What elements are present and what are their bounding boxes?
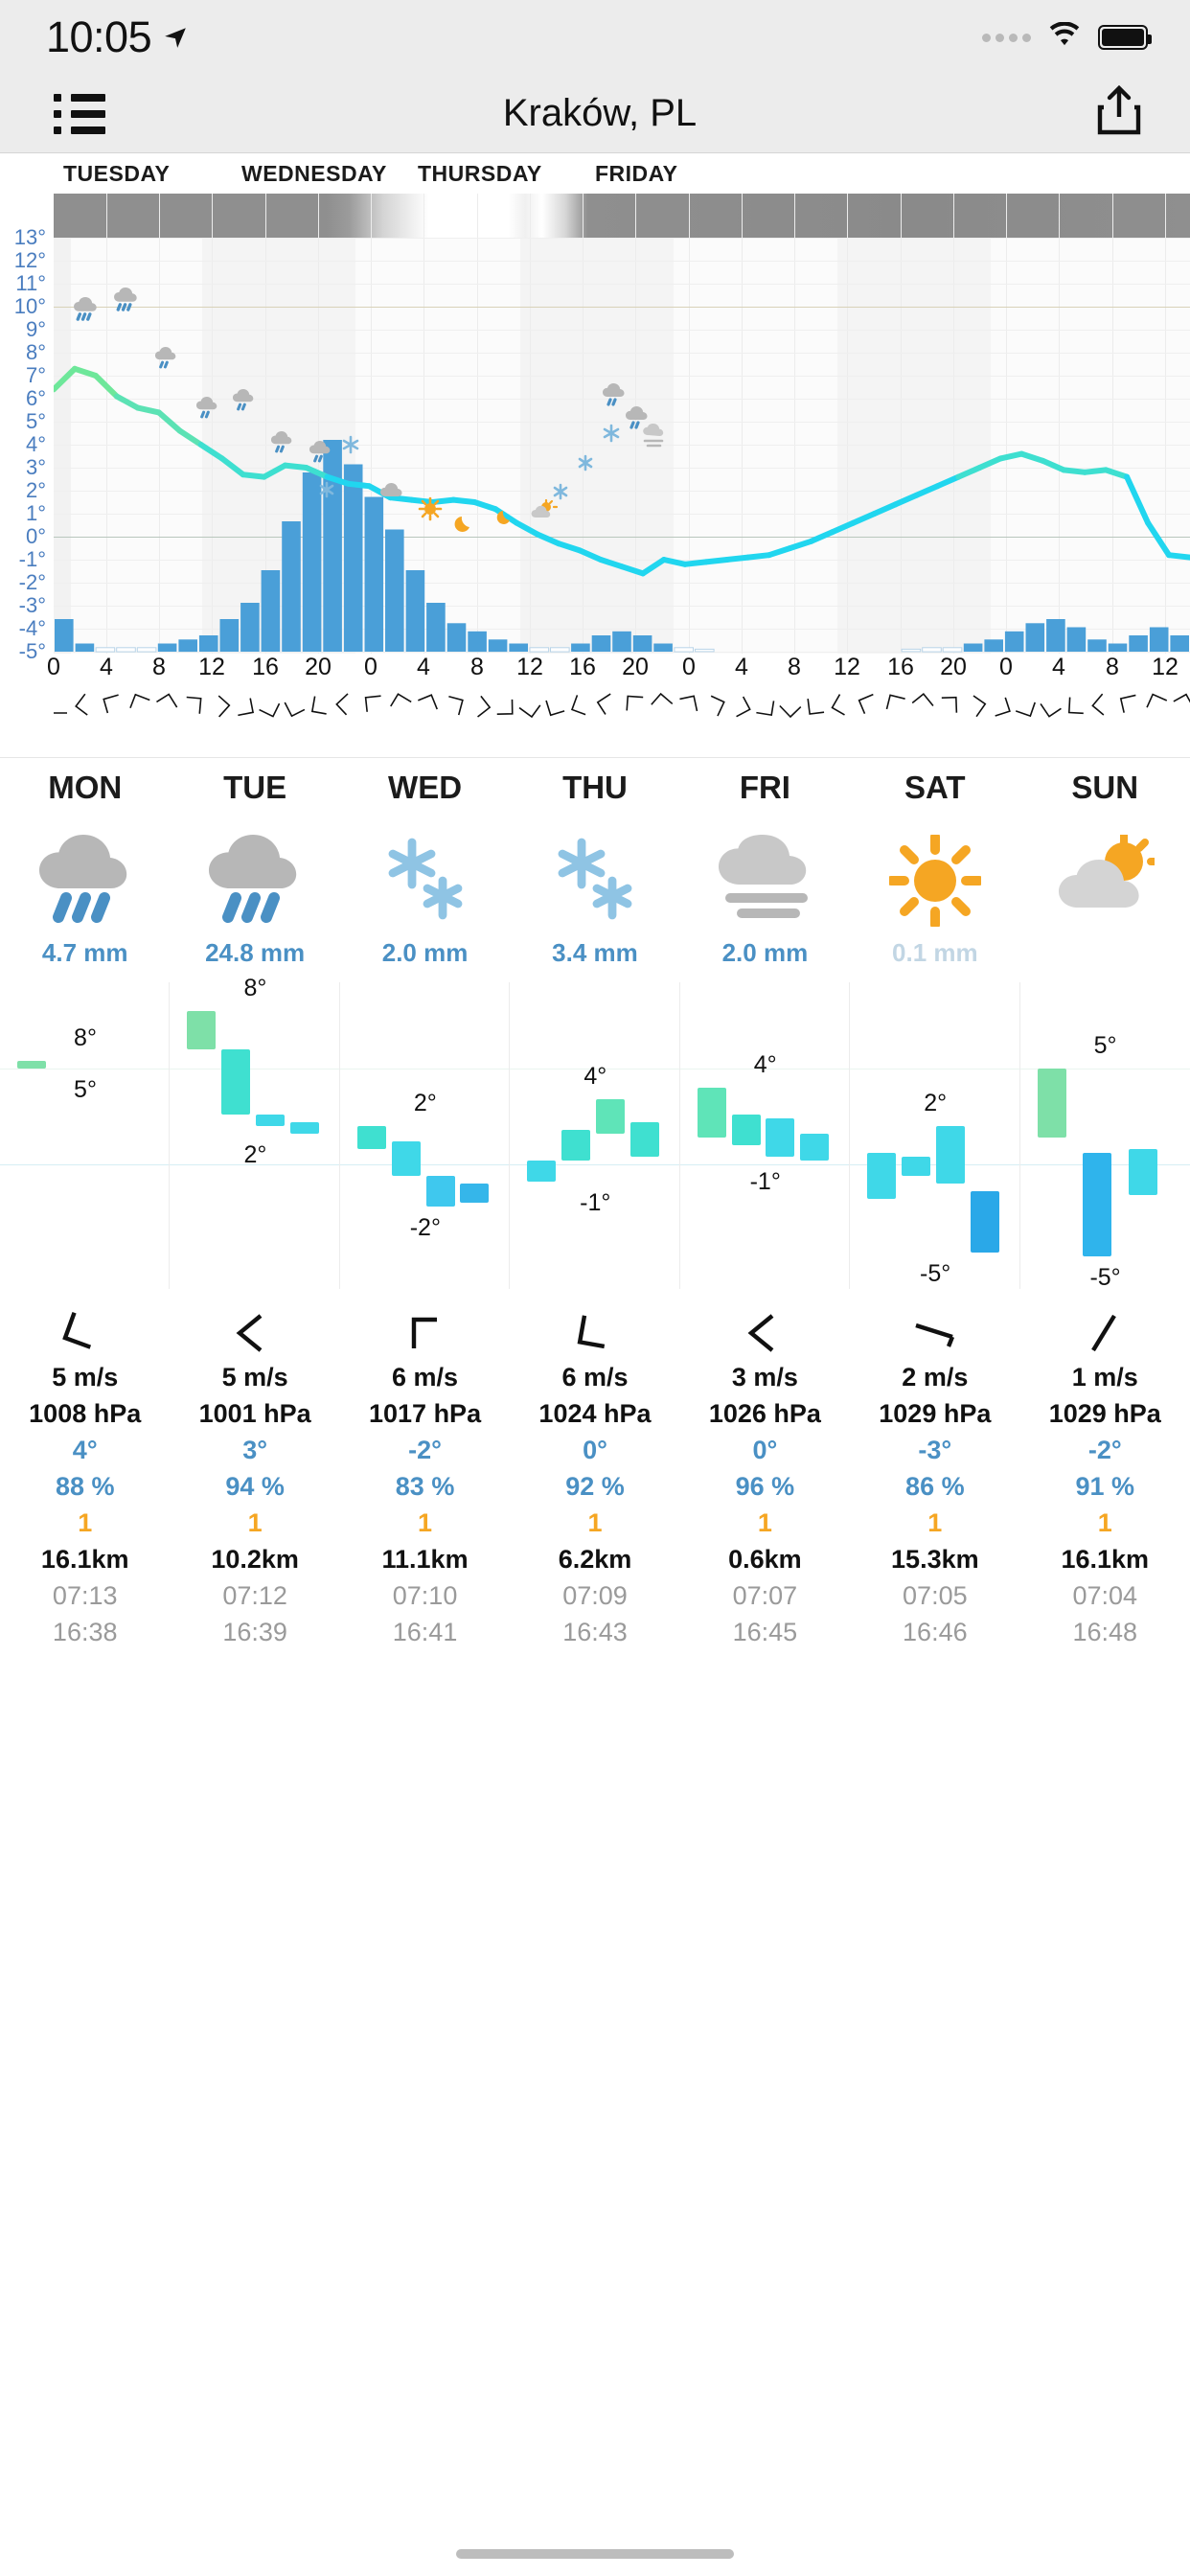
y-axis-label: 9° (25, 317, 46, 341)
daily-precip (1020, 938, 1190, 982)
daily-precip: 3.4 mm (552, 938, 638, 967)
day-name: WED (388, 770, 463, 805)
visibility: 15.3km (891, 1545, 979, 1574)
sunrise-row (0, 1581, 1190, 1618)
status-left (46, 12, 188, 62)
wind-barb-icon (850, 1303, 1019, 1363)
signal-dots-icon (982, 34, 1031, 42)
day-min-temp-label: 2° (243, 1141, 267, 1168)
sunrise-time: 07:13 (52, 1581, 118, 1610)
wind-barb-icon (680, 1303, 850, 1363)
dewpoint: 4° (72, 1436, 98, 1464)
day-name: SAT (904, 770, 966, 805)
rain-cloud-icon (603, 383, 625, 404)
daily-temperature-bars (0, 975, 1190, 1291)
temp-range-bar (971, 1191, 999, 1253)
y-axis-label: 13° (13, 225, 46, 249)
weather-icon-cell (510, 823, 679, 938)
temp-range-bar (596, 1099, 625, 1134)
day-max-temp-label: 4° (753, 1051, 777, 1078)
y-axis-label: 10° (13, 294, 46, 318)
x-axis-label: 0 (682, 654, 696, 680)
temp-range-bar (460, 1184, 489, 1203)
sunrise-time: 07:05 (903, 1581, 968, 1610)
sunset-time: 16:43 (562, 1618, 628, 1646)
day-name: THU (562, 770, 628, 805)
pressure-row (0, 1399, 1190, 1436)
temp-range-bar (561, 1130, 590, 1161)
temp-range-bar (426, 1176, 455, 1207)
temp-range-bar (1038, 1069, 1066, 1138)
humidity: 86 % (905, 1472, 965, 1501)
x-axis-label: 4 (100, 654, 113, 680)
snow-icon (378, 835, 473, 927)
pressure: 1026 hPa (708, 1399, 821, 1428)
temp-range-bar (256, 1115, 285, 1126)
moon-icon (455, 517, 469, 532)
x-axis-label: 12 (516, 654, 543, 680)
snow-icon (321, 483, 332, 496)
daily-precip-values (0, 938, 1190, 982)
pressure: 1029 hPa (1048, 1399, 1161, 1428)
sun-icon (889, 835, 981, 927)
temp-range-bar (221, 1049, 250, 1115)
rain-cloud-icon (155, 347, 175, 367)
y-axis-label: 4° (25, 432, 46, 456)
y-axis-label: 11° (15, 271, 46, 295)
x-axis-label: 8 (152, 654, 166, 680)
wind-speed: 2 m/s (902, 1363, 969, 1392)
day-max-temp-label: 2° (413, 1090, 437, 1116)
day-max-temp-label: 8° (74, 1024, 97, 1051)
dewpoint: 3° (242, 1436, 268, 1464)
y-axis-label: 1° (25, 501, 46, 525)
temp-range-bar (800, 1134, 829, 1161)
meteogram-x-axis (47, 654, 1190, 686)
rain-cloud-icon (233, 389, 253, 409)
temp-range-bar (357, 1126, 386, 1149)
daily-forecast[interactable] (0, 757, 1190, 1294)
day-bar-column (170, 975, 339, 1289)
temp-range-bar (766, 1118, 794, 1157)
wind-speed: 6 m/s (561, 1363, 629, 1392)
uv-index: 1 (587, 1508, 603, 1537)
uv-index: 1 (247, 1508, 263, 1537)
uv-index: 1 (927, 1508, 943, 1537)
temp-range-bar (527, 1161, 556, 1182)
y-axis-label: -5° (18, 639, 46, 663)
visibility-row (0, 1545, 1190, 1581)
temp-range-bar (902, 1157, 930, 1176)
x-axis-label: 4 (735, 654, 748, 680)
wind-speed: 1 m/s (1071, 1363, 1138, 1392)
sun-behind-cloud-icon (1055, 835, 1155, 927)
moon-icon (497, 511, 510, 524)
temp-range-bar (936, 1126, 965, 1184)
day-min-temp-label: -2° (409, 1214, 441, 1241)
y-axis-label: 7° (25, 363, 46, 387)
temp-range-bar (1129, 1149, 1157, 1195)
meteogram-day-labels (0, 153, 1190, 194)
y-axis-label: 12° (13, 248, 46, 272)
daily-precip: 4.7 mm (41, 938, 128, 967)
meteogram-day-label: THURSDAY (418, 161, 542, 186)
wind-barb-icon (0, 1303, 170, 1363)
day-bar-column (850, 982, 1019, 1289)
humidity-row (0, 1472, 1190, 1508)
dewpoint: -2° (408, 1436, 442, 1464)
day-min-temp-label: -1° (580, 1189, 611, 1216)
pressure: 1008 hPa (29, 1399, 142, 1428)
sunset-row (0, 1618, 1190, 1654)
x-axis-label: 12 (834, 654, 860, 680)
battery-icon (1098, 25, 1148, 50)
snow-icon (547, 835, 643, 927)
fog-cloud-icon (715, 835, 814, 927)
wind-speed-row (0, 1363, 1190, 1399)
page-title: Kraków, PL (502, 92, 698, 134)
day-min-temp-label: 5° (74, 1076, 97, 1103)
dewpoint-row (0, 1436, 1190, 1472)
day-max-temp-label: 4° (584, 1063, 607, 1090)
sunset-time: 16:45 (732, 1618, 798, 1646)
y-axis-label: -3° (18, 593, 46, 617)
temp-range-bar (698, 1088, 726, 1138)
daily-detail-table (0, 1294, 1190, 1654)
wind-barb-icon (170, 1303, 339, 1363)
day-max-temp-label: 8° (243, 975, 267, 1001)
status-right (982, 22, 1148, 54)
rain-cloud-icon (196, 397, 217, 417)
day-min-temp-label: -1° (749, 1168, 781, 1195)
daily-day-names (0, 758, 1190, 823)
day-name: MON (48, 770, 123, 805)
sun-icon (420, 498, 441, 519)
humidity: 83 % (395, 1472, 455, 1501)
visibility: 10.2km (211, 1545, 299, 1574)
rain-cloud-icon (626, 406, 648, 427)
rain-cloud-icon (309, 441, 330, 461)
daily-weather-icons (0, 823, 1190, 938)
day-name: TUE (223, 770, 287, 805)
day-min-temp-label: -5° (920, 1260, 951, 1287)
dewpoint: -2° (1087, 1436, 1122, 1464)
uv-index: 1 (418, 1508, 433, 1537)
wind-direction-row (0, 1303, 1190, 1363)
y-axis-label: -1° (18, 547, 46, 571)
meteogram-day-label: FRIDAY (595, 161, 678, 186)
temp-range-bar (392, 1141, 421, 1176)
visibility: 6.2km (558, 1545, 632, 1574)
pressure: 1029 hPa (879, 1399, 992, 1428)
x-axis-label: 4 (417, 654, 430, 680)
visibility: 16.1km (1061, 1545, 1150, 1574)
list-menu-icon[interactable] (54, 94, 105, 134)
sun-behind-cloud-icon (532, 500, 557, 518)
sunrise-time: 07:10 (392, 1581, 458, 1610)
daily-precip: 2.0 mm (721, 938, 809, 967)
x-axis-label: 4 (1052, 654, 1065, 680)
wind-barb-icon (510, 1303, 679, 1363)
sunset-time: 16:41 (392, 1618, 458, 1646)
weather-icon-cell (0, 823, 170, 938)
x-axis-label: 0 (47, 654, 60, 680)
snow-icon (605, 426, 618, 441)
day-name: FRI (739, 770, 790, 805)
daily-precip: 24.8 mm (205, 938, 306, 967)
x-axis-label: 12 (198, 654, 225, 680)
home-indicator[interactable] (456, 2549, 734, 2559)
uv-index: 1 (1097, 1508, 1112, 1537)
uv-index-row (0, 1508, 1190, 1545)
weather-icon-cell (170, 823, 339, 938)
uv-index: 1 (78, 1508, 93, 1537)
day-max-temp-label: 5° (1093, 1032, 1117, 1059)
humidity: 96 % (735, 1472, 795, 1501)
weather-icon-cell (1020, 823, 1190, 938)
temp-range-bar (17, 1061, 46, 1069)
uv-index: 1 (757, 1508, 772, 1537)
rain-cloud-icon (114, 288, 137, 310)
rain-cloud-icon (205, 835, 305, 927)
y-axis-label: -2° (18, 570, 46, 594)
wind-barb-icon (340, 1303, 510, 1363)
status-bar (0, 0, 1190, 75)
y-axis-label: 2° (25, 478, 46, 502)
meteogram-plot[interactable] (13, 194, 1190, 663)
sunset-time: 16:48 (1072, 1618, 1138, 1646)
x-axis-label: 0 (999, 654, 1013, 680)
visibility: 0.6km (728, 1545, 802, 1574)
x-axis-label: 20 (305, 654, 332, 680)
day-bar-column (510, 982, 679, 1289)
day-min-temp-label: -5° (1089, 1264, 1121, 1291)
pressure: 1017 hPa (369, 1399, 482, 1428)
x-axis-label: 20 (940, 654, 967, 680)
cloud-icon (380, 483, 402, 496)
wind-barb-icon (1020, 1303, 1190, 1363)
sunrise-time: 07:07 (732, 1581, 798, 1610)
pressure: 1001 hPa (198, 1399, 311, 1428)
y-axis-label: 3° (25, 455, 46, 479)
rain-cloud-icon (35, 835, 135, 927)
humidity: 94 % (225, 1472, 285, 1501)
meteogram-day-label: WEDNESDAY (241, 161, 387, 186)
x-axis-label: 8 (1106, 654, 1119, 680)
status-time: 10:05 (46, 12, 152, 61)
wifi-icon (1046, 22, 1083, 54)
daily-precip: 2.0 mm (381, 938, 469, 967)
snow-icon (555, 485, 566, 498)
weather-icon-cell (850, 823, 1019, 938)
day-bar-column (1020, 982, 1190, 1289)
meteogram[interactable] (0, 153, 1190, 757)
x-axis-label: 16 (887, 654, 914, 680)
sunset-time: 16:46 (903, 1618, 968, 1646)
nav-bar (0, 75, 1190, 153)
y-axis-label: 5° (25, 409, 46, 433)
x-axis-label: 20 (622, 654, 649, 680)
day-max-temp-label: 2° (924, 1090, 948, 1116)
sunrise-time: 07:09 (562, 1581, 628, 1610)
x-axis-label: 16 (252, 654, 279, 680)
sunrise-time: 07:12 (222, 1581, 287, 1610)
x-axis-label: 8 (470, 654, 484, 680)
day-name: SUN (1071, 770, 1139, 805)
location-arrow-icon (163, 25, 188, 50)
rain-cloud-icon (74, 297, 97, 319)
sunset-time: 16:39 (222, 1618, 287, 1646)
y-axis-label: 0° (25, 524, 46, 548)
x-axis-label: 8 (788, 654, 801, 680)
x-axis-label: 16 (569, 654, 596, 680)
temp-range-bar (1083, 1153, 1111, 1256)
share-icon[interactable] (1094, 84, 1144, 143)
day-bar-column (0, 982, 170, 1289)
temp-range-bar (732, 1115, 761, 1145)
dewpoint: 0° (752, 1436, 778, 1464)
sunset-time: 16:38 (52, 1618, 118, 1646)
visibility: 16.1km (40, 1545, 129, 1574)
fog-cloud-icon (643, 424, 663, 446)
temp-range-bar (187, 1011, 216, 1049)
snow-icon (344, 437, 357, 452)
rain-cloud-icon (271, 431, 291, 451)
weather-icon-cell (340, 823, 510, 938)
day-bar-column (340, 982, 510, 1289)
pressure: 1024 hPa (538, 1399, 652, 1428)
meteogram-day-label: TUESDAY (63, 161, 171, 186)
x-axis-label: 12 (1152, 654, 1179, 680)
snow-icon (580, 456, 591, 470)
dewpoint: 0° (583, 1436, 607, 1464)
wind-speed: 5 m/s (221, 1363, 288, 1392)
humidity: 92 % (565, 1472, 625, 1501)
y-axis-label: -4° (18, 616, 46, 640)
dewpoint: -3° (918, 1436, 952, 1464)
temp-range-bar (867, 1153, 896, 1199)
daily-precip: 0.1 mm (892, 938, 978, 967)
humidity: 91 % (1075, 1472, 1135, 1501)
x-axis-label: 0 (364, 654, 378, 680)
wind-speed: 5 m/s (52, 1363, 119, 1392)
day-bar-column (680, 982, 850, 1289)
humidity: 88 % (55, 1472, 115, 1501)
visibility: 11.1km (381, 1545, 469, 1574)
y-axis-label: 6° (25, 386, 46, 410)
hourly-wind-barbs (54, 686, 1190, 724)
y-axis-label: 8° (25, 340, 46, 364)
weather-icon-cell (680, 823, 850, 938)
meteogram-weather-symbols (54, 194, 1190, 654)
wind-speed: 6 m/s (392, 1363, 459, 1392)
temp-range-bar (290, 1122, 319, 1134)
temp-range-bar (630, 1122, 659, 1157)
sunrise-time: 07:04 (1072, 1581, 1138, 1610)
wind-speed: 3 m/s (731, 1363, 798, 1392)
